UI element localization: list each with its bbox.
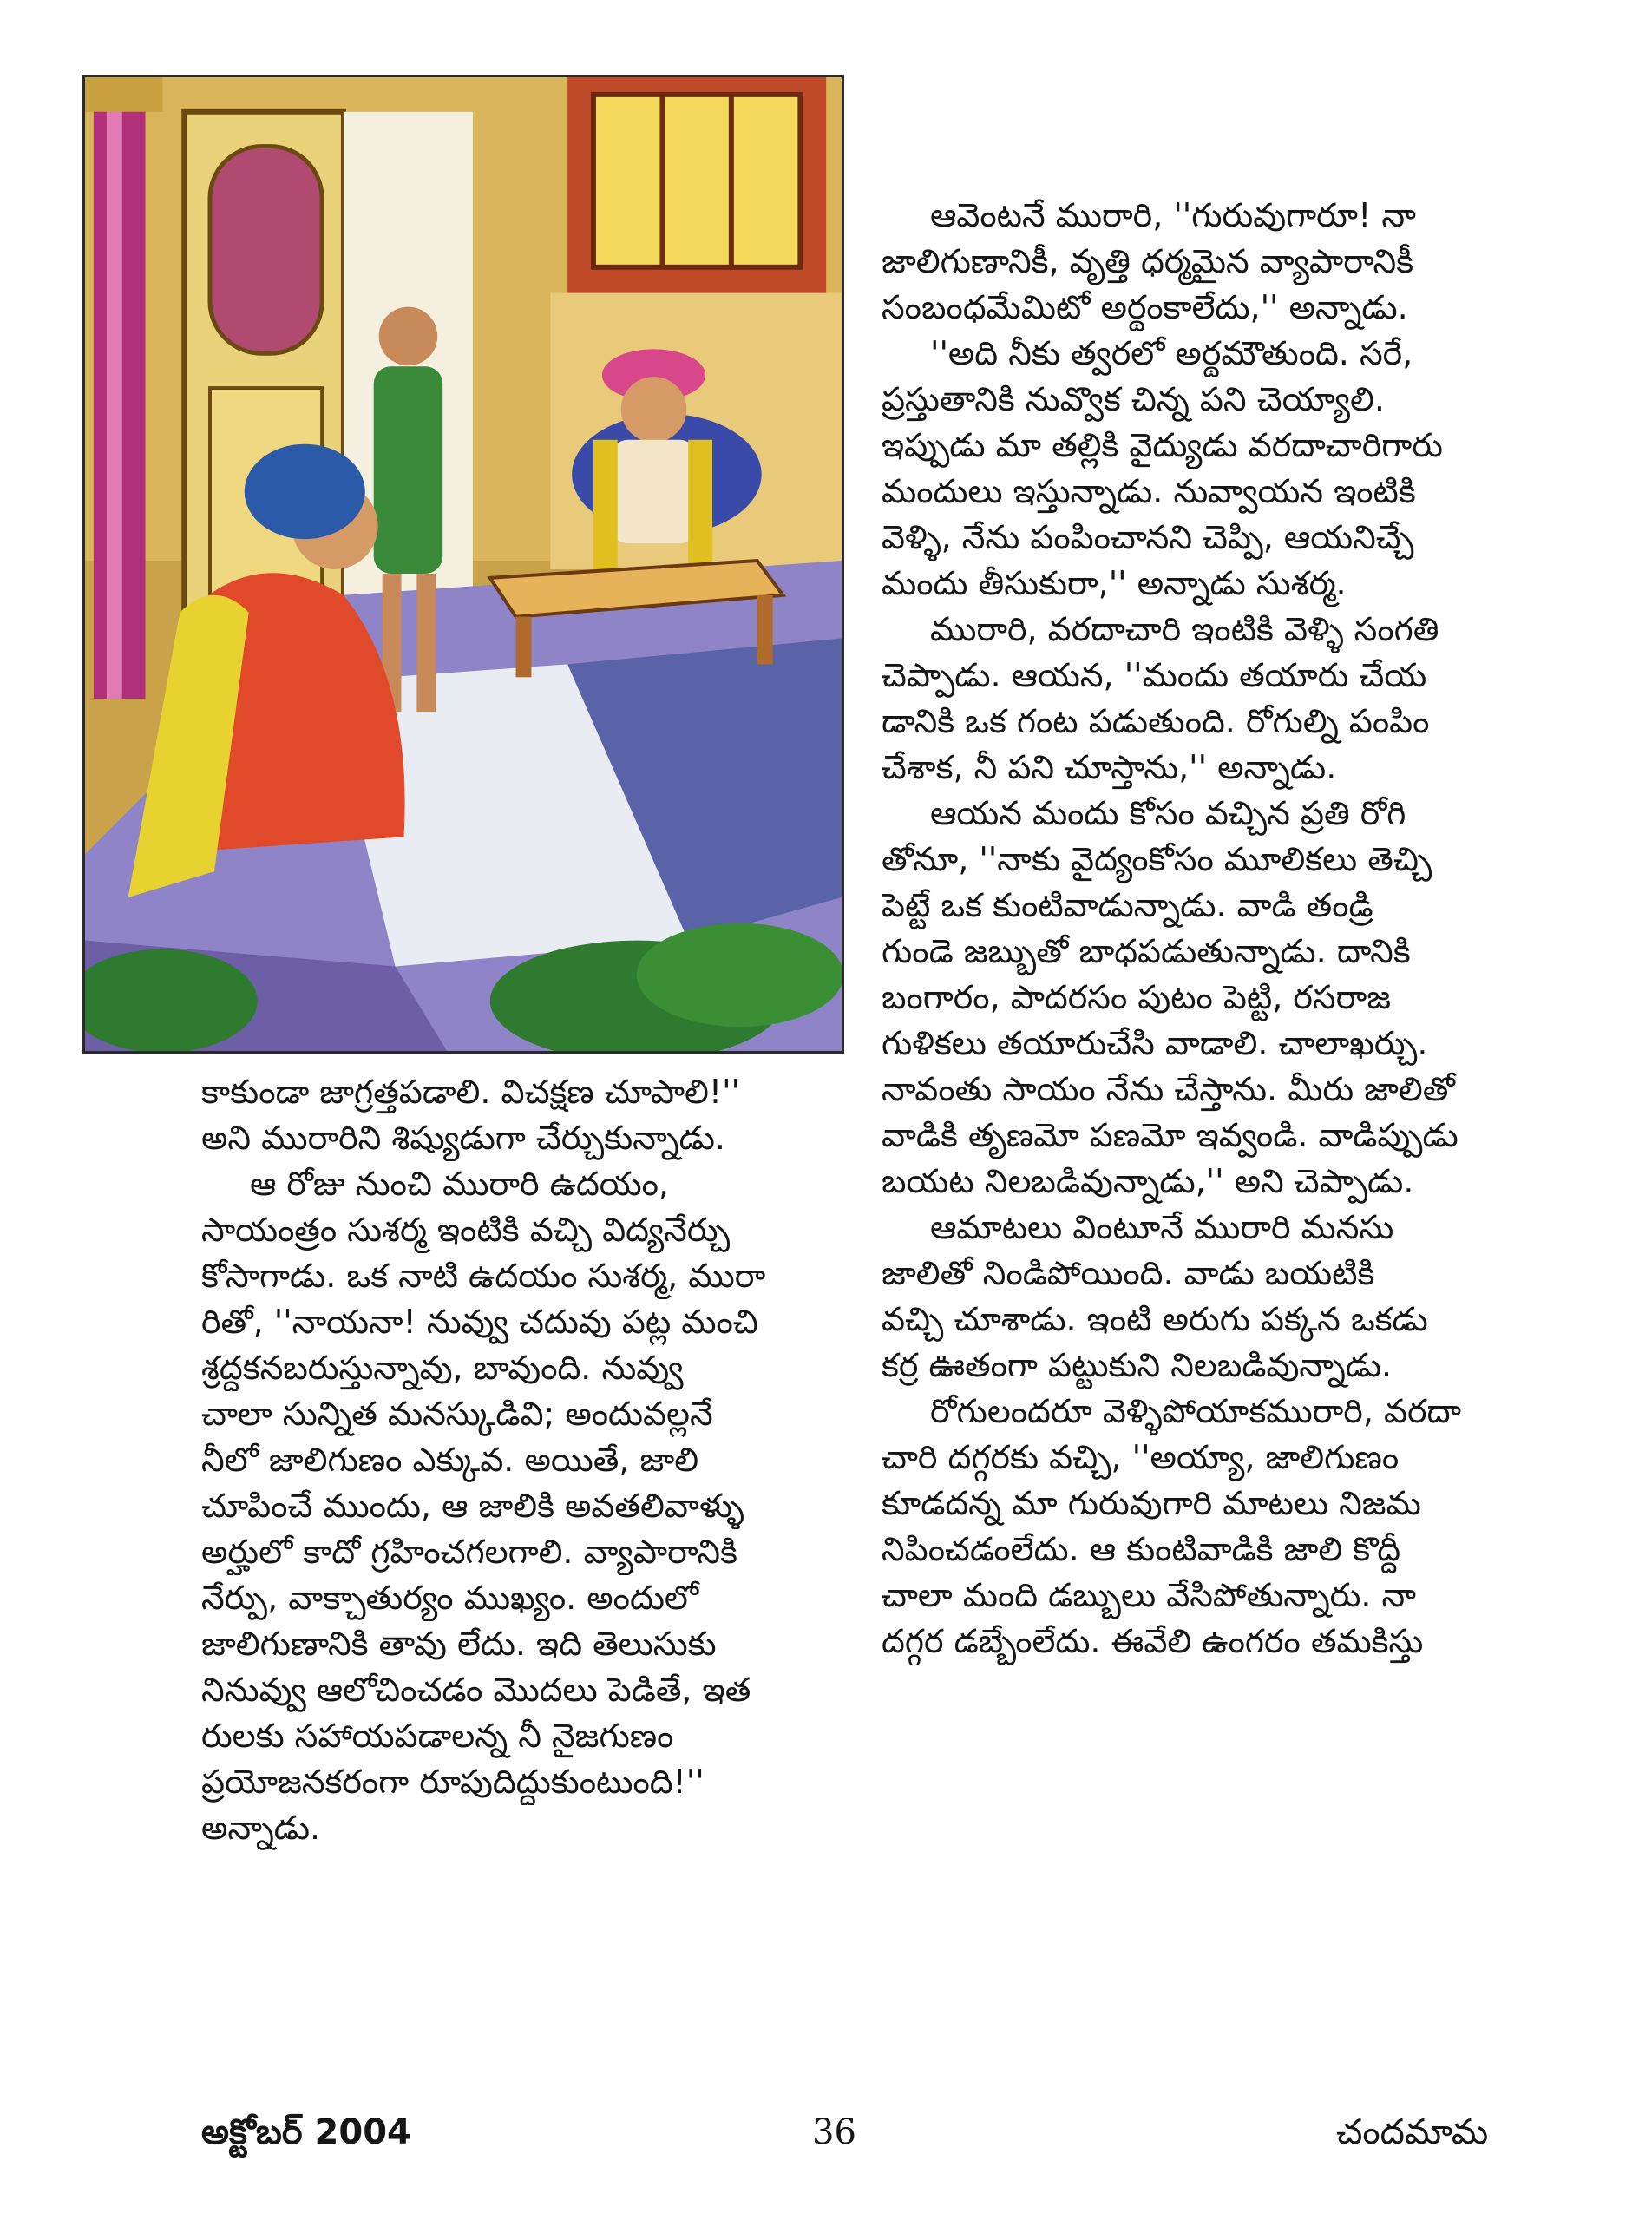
text-line: బయట నిలబడివున్నాడు,'' అని చెప్పాడు. <box>882 1162 1414 1200</box>
text-line: నేర్పు, వాక్చాతుర్యం ముఖ్యం. అందులో <box>201 1579 699 1617</box>
text-line: ఇప్పుడు మా తల్లికి వైద్యుడు వరదాచారిగారు <box>882 426 1443 464</box>
text-line: ''అది నీకు త్వరలో అర్థమౌతుంది. సరే, <box>930 334 1413 372</box>
text-line: చెప్పాడు. ఆయన, ''మందు తయారు చేయ <box>882 656 1427 694</box>
text-line: రులకు సహాయపడాలన్న నీ నైజగుణం <box>201 1717 674 1755</box>
text-line: చూపించే ముందు, ఆ జాలికి అవతలివాళ్ళు <box>201 1487 744 1525</box>
text-line: గుళికలు తయారుచేసి వాడాలి. చాలాఖర్చు. <box>882 1024 1428 1062</box>
text-line: బంగారం, పాదరసం పుటం పెట్టి, రసరాజ <box>882 978 1391 1016</box>
left-text-column <box>201 1069 843 1851</box>
text-line: ఆ రోజు నుంచి మురారి ఉదయం, <box>250 1165 669 1203</box>
illustration-scene <box>85 77 842 1051</box>
story-illustration <box>82 75 844 1054</box>
text-line: చారి దగ్గరకు వచ్చి, ''అయ్యా, జాలిగుణం <box>882 1438 1400 1476</box>
text-line: ఆవెంటనే మురారి, ''గురువుగారూ! నా <box>930 196 1416 234</box>
text-line: శ్రద్ధకనబరుస్తున్నావు, బావుంది. నువ్వు <box>201 1349 684 1387</box>
text-line: రితో, ''నాయనా! నువ్వు చదువు పట్ల మంచి <box>201 1303 758 1341</box>
text-line: ప్రయోజనకరంగా రూపుదిద్దుకుంటుంది!'' <box>201 1763 705 1801</box>
text-line: నీలో జాలిగుణం ఎక్కువ. అయితే, జాలి <box>201 1441 699 1479</box>
text-line: సాయంత్రం సుశర్మ ఇంటికి వచ్చి విద్యనేర్చు <box>201 1211 731 1249</box>
text-line: వెళ్ళి, నేను పంపించానని చెప్పి, ఆయనిచ్చే <box>882 518 1414 556</box>
text-line: కర్ర ఊతంగా పట్టుకుని నిలబడివున్నాడు. <box>882 1346 1393 1384</box>
text-line: డానికి ఒక గంట పడుతుంది. రోగుల్ని పంపిం <box>882 702 1430 740</box>
text-line: జాలితో నిండిపోయింది. వాడు బయటికి <box>882 1254 1375 1292</box>
footer-month: అక్టోబర్ 2004 <box>201 2112 411 2152</box>
text-line: జాలిగుణానికి తావు లేదు. ఇది తెలుసుకు <box>201 1625 717 1663</box>
text-line: మందు తీసుకురా,'' అన్నాడు సుశర్మ. <box>882 564 1347 602</box>
text-line: జాలిగుణానికీ, వృత్తి ధర్మమైన వ్యాపారానికీ <box>882 242 1414 280</box>
text-line: కాకుండా జాగ్రత్తపడాలి. విచక్షణ చూపాలి!'' <box>201 1073 741 1111</box>
text-line: రోగులందరూ వెళ్ళిపోయాకమురారి, వరదా <box>930 1392 1462 1430</box>
text-line: తోనూ, ''నాకు వైద్యంకోసం మూలికలు తెచ్చి <box>882 840 1432 878</box>
text-line: మురారి, వరదాచారి ఇంటికి వెళ్ళి సంగతి <box>930 610 1439 648</box>
text-line: అన్నాడు. <box>201 1809 321 1847</box>
magazine-name: చందమామ <box>1336 2112 1489 2152</box>
text-line: చాలా మంది డబ్బులు వేసిపోతున్నారు. నా <box>882 1576 1416 1614</box>
text-line: మందులు ఇస్తున్నాడు. నువ్వాయన ఇంటికి <box>882 472 1416 510</box>
text-line: ప్రస్తుతానికి నువ్వొక చిన్న పని చెయ్యాలి. <box>882 380 1385 418</box>
text-line: సంబంధమేమిటో అర్థంకాలేదు,'' అన్నాడు. <box>882 288 1408 326</box>
text-line: పెట్టే ఒక కుంటివాడున్నాడు. వాడి తండ్రి <box>882 886 1373 924</box>
text-line: అర్హులో కాదో గ్రహించగలగాలి. వ్యాపారానికి <box>201 1533 738 1571</box>
text-line: గుండె జబ్బుతో బాధపడుతున్నాడు. దానికి <box>882 932 1411 970</box>
text-line: నావంతు సాయం నేను చేస్తాను. మీరు జాలితో <box>882 1070 1455 1108</box>
right-text-column <box>882 193 1524 1665</box>
text-line: దగ్గర డబ్బేంలేదు. ఈవేలి ఉంగరం తమకిస్తు <box>882 1622 1424 1660</box>
text-line: నిపించడంలేదు. ఆ కుంటివాడికి జాలి కొద్దీ <box>882 1530 1401 1568</box>
text-line: ఆమాటలు వింటూనే మురారి మనసు <box>930 1208 1394 1246</box>
text-line: చాలా సున్నిత మనస్కుడివి; అందువల్లనే <box>201 1395 713 1433</box>
text-line: కూడదన్న మా గురువుగారి మాటలు నిజమ <box>882 1484 1421 1522</box>
text-line: చేశాక, నీ పని చూస్తాను,'' అన్నాడు. <box>882 748 1337 786</box>
text-line: ఆయన మందు కోసం వచ్చిన ప్రతి రోగి <box>930 794 1406 832</box>
text-line: నినువ్వు ఆలోచించడం మొదలు పెడితే, ఇత <box>201 1671 751 1709</box>
text-line: అని మురారిని శిష్యుడుగా చేర్చుకున్నాడు. <box>201 1119 725 1157</box>
text-line: వాడికి తృణమో పణమో ఇవ్వండి. వాడిప్పుడు <box>882 1116 1459 1154</box>
text-line: వచ్చి చూశాడు. ఇంటి అరుగు పక్కన ఒకడు <box>882 1300 1428 1338</box>
page-number: 36 <box>812 2112 856 2152</box>
text-line: కోసాగాడు. ఒక నాటి ఉదయం సుశర్మ, మురా <box>201 1257 766 1295</box>
